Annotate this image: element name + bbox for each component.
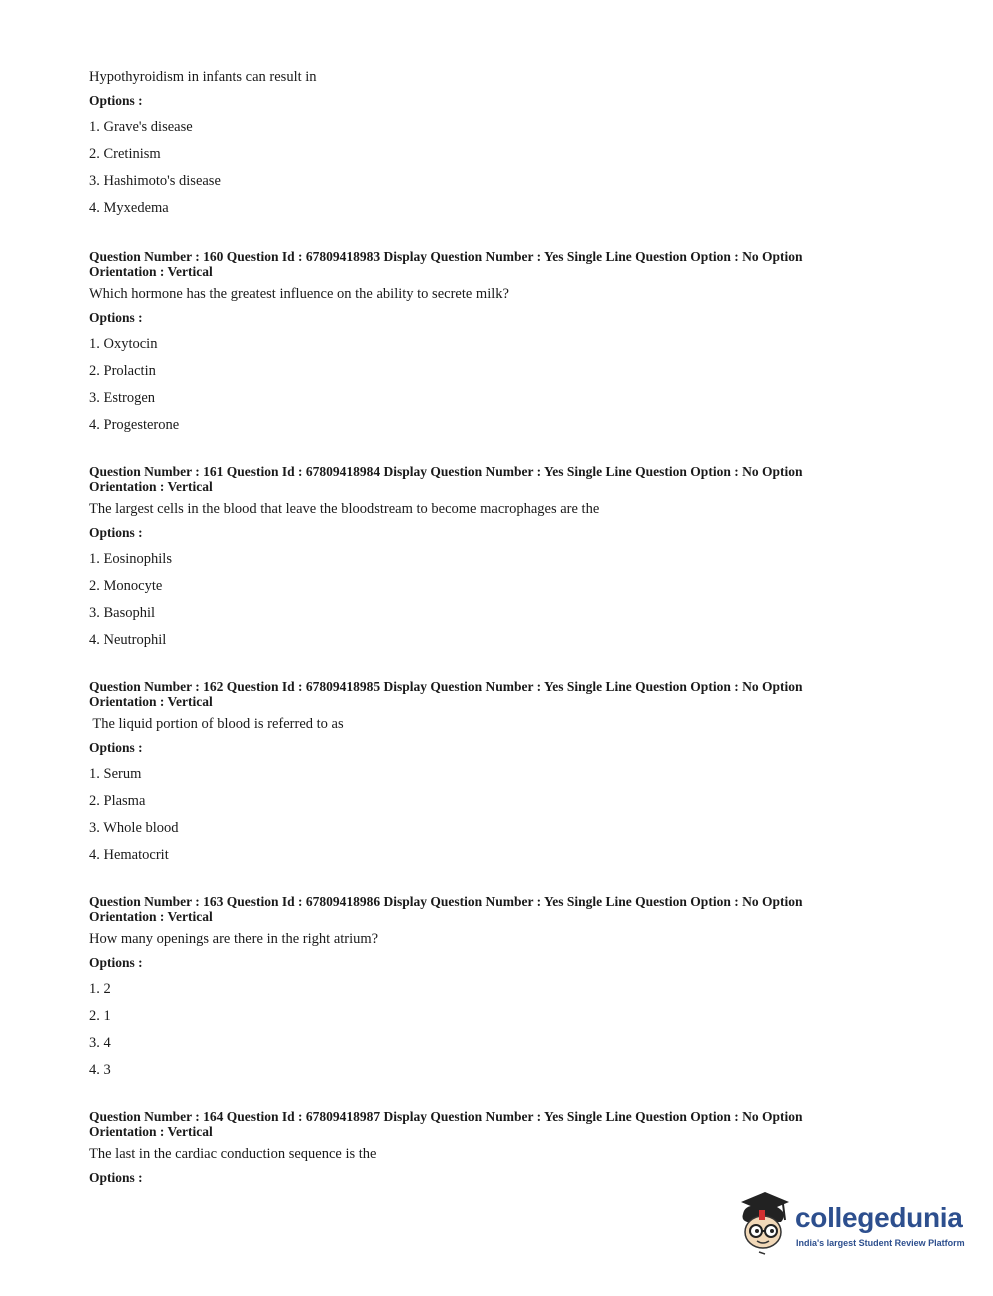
option-item: 2. Plasma xyxy=(89,793,146,809)
option-item: 2. Cretinism xyxy=(89,146,161,162)
option-item: 2. Monocyte xyxy=(89,578,163,594)
collegedunia-logo xyxy=(735,1188,965,1263)
question-block-162 xyxy=(89,679,889,864)
question-text: Hypothyroidism in infants can result in xyxy=(89,69,317,85)
question-meta-line1: Question Number : 161 Question Id : 67809418984 Display Question Number : Yes Single Line Question Option : No Option xyxy=(89,464,803,479)
question-text: Which hormone has the greatest influence on the ability to secrete milk? xyxy=(89,286,509,302)
question-text: How many openings are there in the right atrium? xyxy=(89,931,379,947)
option-item: 4. Neutrophil xyxy=(89,632,167,648)
option-item: 3. Hashimoto's disease xyxy=(89,173,221,189)
question-text: The largest cells in the blood that leave the bloodstream to become macrophages are the xyxy=(89,501,600,517)
question-meta-line2: Orientation : Vertical xyxy=(89,694,213,709)
brand-name: collegedunia xyxy=(795,1202,963,1233)
option-item: 1. Serum xyxy=(89,766,142,782)
option-item: 2. Prolactin xyxy=(89,363,156,379)
option-item: 2. 1 xyxy=(89,1008,111,1024)
option-item: 3. Estrogen xyxy=(89,390,156,406)
options-label: Options : xyxy=(89,310,143,325)
mascot-icon xyxy=(735,1188,793,1258)
question-meta-line1: Question Number : 163 Question Id : 67809418986 Display Question Number : Yes Single Line Question Option : No Option xyxy=(89,894,803,909)
question-text: The liquid portion of blood is referred to as xyxy=(89,716,344,732)
option-item: 1. Grave's disease xyxy=(89,119,193,135)
options-label: Options : xyxy=(89,740,143,755)
options-label: Options : xyxy=(89,1170,143,1185)
question-meta-line2: Orientation : Vertical xyxy=(89,1124,213,1139)
options-label: Options : xyxy=(89,955,143,970)
question-meta-line1: Question Number : 164 Question Id : 67809418987 Display Question Number : Yes Single Line Question Option : No Option xyxy=(89,1109,803,1124)
question-block-160 xyxy=(89,249,889,434)
options-label: Options : xyxy=(89,93,143,108)
question-meta-line2: Orientation : Vertical xyxy=(89,479,213,494)
question-block-164 xyxy=(89,1109,889,1186)
brand-tagline: India's largest Student Review Platform xyxy=(796,1238,965,1248)
options-label: Options : xyxy=(89,525,143,540)
question-meta-line2: Orientation : Vertical xyxy=(89,264,213,279)
option-item: 4. Progesterone xyxy=(89,417,180,433)
question-block-161 xyxy=(89,464,889,649)
question-meta-line1: Question Number : 162 Question Id : 67809418985 Display Question Number : Yes Single Line Question Option : No Option xyxy=(89,679,803,694)
option-item: 4. Myxedema xyxy=(89,200,169,216)
option-item: 1. Oxytocin xyxy=(89,336,158,352)
option-item: 1. Eosinophils xyxy=(89,551,172,567)
option-item: 4. Hematocrit xyxy=(89,847,169,863)
option-item: 1. 2 xyxy=(89,981,111,997)
option-item: 3. Basophil xyxy=(89,605,156,621)
question-meta-line1: Question Number : 160 Question Id : 67809418983 Display Question Number : Yes Single Line Question Option : No Option xyxy=(89,249,803,264)
question-block-continued xyxy=(89,68,889,217)
option-item: 4. 3 xyxy=(89,1062,111,1078)
question-text: The last in the cardiac conduction sequence is the xyxy=(89,1146,377,1162)
question-block-163 xyxy=(89,894,889,1079)
question-meta-line2: Orientation : Vertical xyxy=(89,909,213,924)
option-item: 3. Whole blood xyxy=(89,820,179,836)
option-item: 3. 4 xyxy=(89,1035,111,1051)
